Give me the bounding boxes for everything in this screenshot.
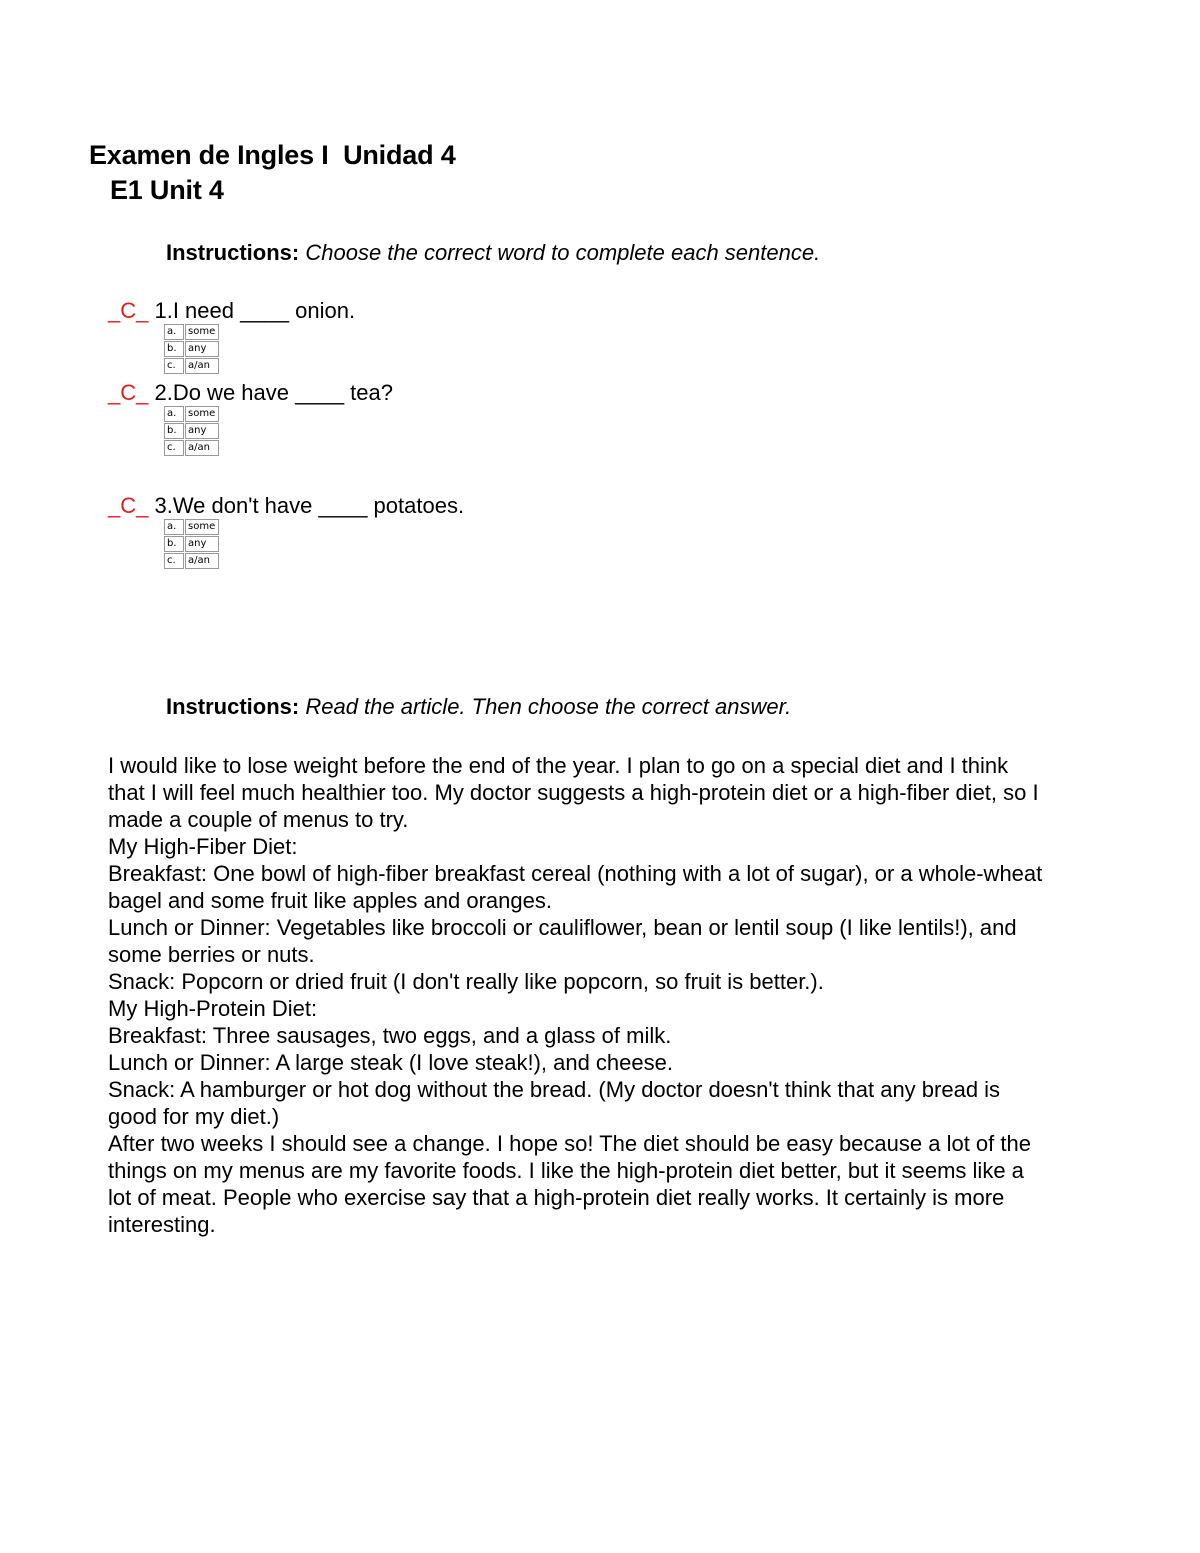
option-row — [164, 358, 219, 374]
answer-mark: _C_ — [108, 493, 149, 518]
article-paragraph: Snack: A hamburger or hot dog without the bread. (My doctor doesn't think that any bread is good for my diet.) — [108, 1077, 1001, 1129]
instructions-text: Read the article. Then choose the correct answer. — [299, 694, 792, 719]
option-word: some — [185, 324, 219, 340]
option-row — [164, 423, 219, 439]
option-row — [164, 440, 219, 456]
option-word: any — [185, 341, 219, 357]
article-paragraph: After two weeks I should see a change. I hope so! The diet should be easy because a lot of the things on my menus are my favorite foods. I like the high-protein diet better, but it seems like a lot of meat. People who exercise say that a high-protein diet really works. It certainly is more interesting. — [108, 1131, 1031, 1237]
option-word: any — [185, 423, 219, 439]
option-letter: c. — [164, 440, 184, 456]
option-word: some — [185, 406, 219, 422]
option-word: a/an — [185, 440, 219, 456]
option-letter: a. — [164, 324, 184, 340]
option-word: a/an — [185, 358, 219, 374]
options-table-1 — [163, 323, 220, 375]
instructions-section-1 — [166, 240, 820, 266]
option-row — [164, 406, 219, 422]
question-text: 2.Do we have ____ tea? — [148, 380, 393, 405]
instructions-text: Choose the correct word to complete each sentence. — [299, 240, 821, 265]
option-word: some — [185, 519, 219, 535]
question-text: 3.We don't have ____ potatoes. — [148, 493, 465, 518]
article-paragraph: Breakfast: One bowl of high-fiber breakfast cereal (nothing with a lot of sugar), or a whole-wheat bagel and some fruit like apples and oranges. — [108, 861, 1043, 913]
question-1 — [108, 298, 355, 324]
question-text: 1.I need ____ onion. — [148, 298, 356, 323]
option-letter: b. — [164, 341, 184, 357]
page-title: Examen de Ingles I Unidad 4 — [89, 140, 456, 170]
option-word: any — [185, 536, 219, 552]
option-letter: b. — [164, 536, 184, 552]
article-paragraph: Lunch or Dinner: Vegetables like broccoli or cauliflower, bean or lentil soup (I like lentils!), and some berries or nuts. — [108, 915, 1017, 967]
option-row — [164, 536, 219, 552]
article-body — [108, 752, 1048, 1238]
option-row — [164, 553, 219, 569]
instructions-section-2 — [166, 694, 791, 720]
option-word: a/an — [185, 553, 219, 569]
option-row — [164, 341, 219, 357]
options-table-3 — [163, 518, 220, 570]
options-table-2 — [163, 405, 220, 457]
page-subtitle: E1 Unit 4 — [110, 175, 224, 205]
question-2 — [108, 380, 393, 406]
option-row — [164, 519, 219, 535]
article-paragraph: Snack: Popcorn or dried fruit (I don't really like popcorn, so fruit is better.). — [108, 969, 824, 994]
option-letter: c. — [164, 358, 184, 374]
article-paragraph: Breakfast: Three sausages, two eggs, and a glass of milk. — [108, 1023, 672, 1048]
option-row — [164, 324, 219, 340]
answer-mark: _C_ — [108, 380, 149, 405]
option-letter: b. — [164, 423, 184, 439]
instructions-label: Instructions: — [166, 694, 300, 719]
option-letter: a. — [164, 519, 184, 535]
answer-mark: _C_ — [108, 298, 149, 323]
article-paragraph: My High-Protein Diet: — [108, 996, 318, 1021]
question-3 — [108, 493, 464, 519]
option-letter: c. — [164, 553, 184, 569]
instructions-label: Instructions: — [166, 240, 300, 265]
article-paragraph: Lunch or Dinner: A large steak (I love steak!), and cheese. — [108, 1050, 673, 1075]
option-letter: a. — [164, 406, 184, 422]
article-paragraph: I would like to lose weight before the end of the year. I plan to go on a special diet and I think that I will feel much healthier too. My doctor suggests a high-protein diet or a high-fiber diet, so I made a couple of menus to try. — [108, 753, 1039, 832]
article-paragraph: My High-Fiber Diet: — [108, 834, 298, 859]
